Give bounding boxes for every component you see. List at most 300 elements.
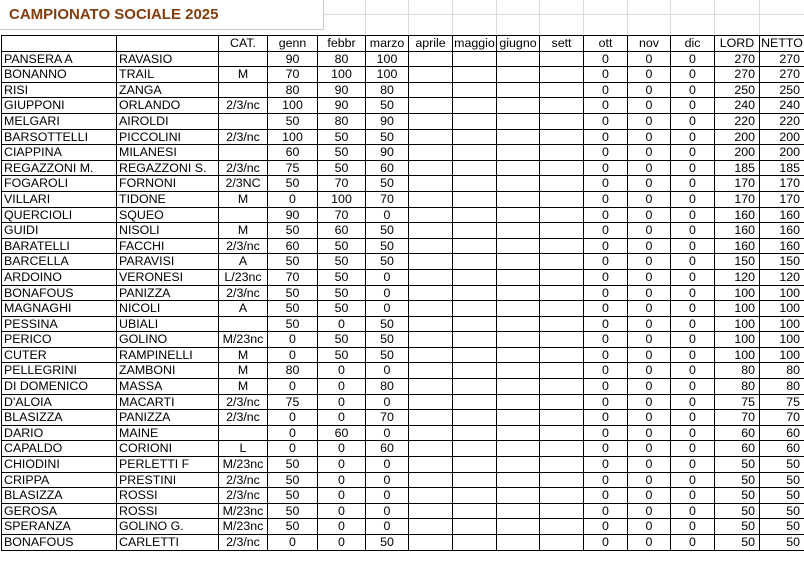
cell-cognome-2[interactable]: SQUEO: [117, 207, 219, 223]
cell-lord[interactable]: 270: [715, 67, 760, 83]
cell-febbr[interactable]: 50: [318, 160, 366, 176]
cell-cat[interactable]: 2/3/nc: [219, 238, 268, 254]
cell-maggio[interactable]: [453, 160, 497, 176]
cell-aprile[interactable]: [409, 160, 453, 176]
cell-lord[interactable]: 50: [715, 457, 760, 473]
cell-ott[interactable]: 0: [584, 394, 628, 410]
cell-lord[interactable]: 100: [715, 301, 760, 317]
cell-netto[interactable]: 220: [760, 113, 804, 129]
cell-cognome-2[interactable]: GOLINO G.: [117, 519, 219, 535]
cell-cognome-1[interactable]: MELGARI: [2, 113, 117, 129]
cell-cat[interactable]: M: [219, 347, 268, 363]
cell-cat[interactable]: 2/3NC: [219, 176, 268, 192]
cell-giugno[interactable]: [497, 51, 540, 67]
cell-dic[interactable]: 0: [671, 472, 715, 488]
cell-maggio[interactable]: [453, 347, 497, 363]
cell-genn[interactable]: 80: [268, 82, 318, 98]
cell-febbr[interactable]: 0: [318, 503, 366, 519]
column-header-giugno[interactable]: giugno: [497, 36, 540, 52]
cell-ott[interactable]: 0: [584, 316, 628, 332]
cell-cognome-1[interactable]: GEROSA: [2, 503, 117, 519]
cell-febbr[interactable]: 80: [318, 113, 366, 129]
cell-sett[interactable]: [540, 285, 584, 301]
cell-cognome-1[interactable]: ARDOINO: [2, 269, 117, 285]
cell-genn[interactable]: 90: [268, 207, 318, 223]
cell-netto[interactable]: 120: [760, 269, 804, 285]
cell-cognome-2[interactable]: REGAZZONI S.: [117, 160, 219, 176]
cell-genn[interactable]: 50: [268, 457, 318, 473]
cell-cat[interactable]: A: [219, 254, 268, 270]
cell-marzo[interactable]: 60: [366, 160, 409, 176]
column-header-cognome-2[interactable]: [117, 36, 219, 52]
cell-dic[interactable]: 0: [671, 129, 715, 145]
cell-lord[interactable]: 240: [715, 98, 760, 114]
cell-lord[interactable]: 50: [715, 535, 760, 551]
cell-dic[interactable]: 0: [671, 238, 715, 254]
cell-maggio[interactable]: [453, 472, 497, 488]
cell-giugno[interactable]: [497, 285, 540, 301]
cell-marzo[interactable]: 90: [366, 113, 409, 129]
cell-cognome-2[interactable]: PRESTINI: [117, 472, 219, 488]
cell-ott[interactable]: 0: [584, 301, 628, 317]
cell-nov[interactable]: 0: [628, 441, 671, 457]
column-header-cognome-1[interactable]: [2, 36, 117, 52]
cell-giugno[interactable]: [497, 425, 540, 441]
cell-cognome-2[interactable]: PARAVISI: [117, 254, 219, 270]
cell-maggio[interactable]: [453, 176, 497, 192]
cell-cognome-1[interactable]: RISI: [2, 82, 117, 98]
column-header-nov[interactable]: nov: [628, 36, 671, 52]
cell-cat[interactable]: [219, 145, 268, 161]
cell-genn[interactable]: 0: [268, 410, 318, 426]
cell-maggio[interactable]: [453, 301, 497, 317]
cell-aprile[interactable]: [409, 223, 453, 239]
cell-dic[interactable]: 0: [671, 394, 715, 410]
cell-genn[interactable]: 50: [268, 503, 318, 519]
cell-lord[interactable]: 200: [715, 129, 760, 145]
cell-cognome-1[interactable]: BONAFOUS: [2, 535, 117, 551]
cell-cognome-1[interactable]: BARSOTTELLI: [2, 129, 117, 145]
cell-sett[interactable]: [540, 379, 584, 395]
cell-giugno[interactable]: [497, 379, 540, 395]
cell-giugno[interactable]: [497, 98, 540, 114]
cell-ott[interactable]: 0: [584, 269, 628, 285]
cell-nov[interactable]: 0: [628, 316, 671, 332]
cell-cat[interactable]: [219, 82, 268, 98]
cell-cat[interactable]: 2/3/nc: [219, 285, 268, 301]
cell-giugno[interactable]: [497, 67, 540, 83]
cell-ott[interactable]: 0: [584, 51, 628, 67]
cell-netto[interactable]: 200: [760, 145, 804, 161]
cell-ott[interactable]: 0: [584, 160, 628, 176]
cell-nov[interactable]: 0: [628, 238, 671, 254]
cell-cognome-1[interactable]: QUERCIOLI: [2, 207, 117, 223]
cell-febbr[interactable]: 60: [318, 223, 366, 239]
cell-cognome-2[interactable]: ORLANDO: [117, 98, 219, 114]
cell-febbr[interactable]: 0: [318, 394, 366, 410]
cell-nov[interactable]: 0: [628, 332, 671, 348]
cell-marzo[interactable]: 50: [366, 347, 409, 363]
cell-cognome-1[interactable]: DI DOMENICO: [2, 379, 117, 395]
cell-nov[interactable]: 0: [628, 176, 671, 192]
cell-sett[interactable]: [540, 67, 584, 83]
cell-lord[interactable]: 170: [715, 191, 760, 207]
cell-ott[interactable]: 0: [584, 441, 628, 457]
cell-dic[interactable]: 0: [671, 82, 715, 98]
cell-cat[interactable]: 2/3/nc: [219, 535, 268, 551]
cell-aprile[interactable]: [409, 238, 453, 254]
cell-lord[interactable]: 270: [715, 51, 760, 67]
cell-aprile[interactable]: [409, 332, 453, 348]
cell-maggio[interactable]: [453, 223, 497, 239]
cell-giugno[interactable]: [497, 223, 540, 239]
cell-dic[interactable]: 0: [671, 254, 715, 270]
cell-febbr[interactable]: 0: [318, 535, 366, 551]
cell-aprile[interactable]: [409, 207, 453, 223]
cell-cognome-1[interactable]: PESSINA: [2, 316, 117, 332]
cell-sett[interactable]: [540, 207, 584, 223]
cell-febbr[interactable]: 0: [318, 488, 366, 504]
cell-sett[interactable]: [540, 176, 584, 192]
cell-cat[interactable]: 2/3/nc: [219, 129, 268, 145]
cell-giugno[interactable]: [497, 347, 540, 363]
cell-nov[interactable]: 0: [628, 254, 671, 270]
cell-cat[interactable]: 2/3/nc: [219, 98, 268, 114]
cell-sett[interactable]: [540, 519, 584, 535]
cell-lord[interactable]: 60: [715, 425, 760, 441]
cell-febbr[interactable]: 50: [318, 347, 366, 363]
cell-ott[interactable]: 0: [584, 379, 628, 395]
cell-sett[interactable]: [540, 472, 584, 488]
cell-genn[interactable]: 0: [268, 191, 318, 207]
cell-giugno[interactable]: [497, 410, 540, 426]
cell-genn[interactable]: 80: [268, 363, 318, 379]
cell-cognome-2[interactable]: PANIZZA: [117, 410, 219, 426]
cell-cognome-1[interactable]: BARATELLI: [2, 238, 117, 254]
cell-cat[interactable]: 2/3/nc: [219, 394, 268, 410]
cell-ott[interactable]: 0: [584, 488, 628, 504]
cell-dic[interactable]: 0: [671, 301, 715, 317]
cell-ott[interactable]: 0: [584, 332, 628, 348]
cell-genn[interactable]: 50: [268, 316, 318, 332]
cell-nov[interactable]: 0: [628, 285, 671, 301]
cell-netto[interactable]: 100: [760, 301, 804, 317]
cell-ott[interactable]: 0: [584, 519, 628, 535]
cell-marzo[interactable]: 50: [366, 238, 409, 254]
cell-lord[interactable]: 100: [715, 347, 760, 363]
cell-cognome-2[interactable]: PERLETTI F: [117, 457, 219, 473]
cell-ott[interactable]: 0: [584, 472, 628, 488]
cell-aprile[interactable]: [409, 441, 453, 457]
cell-lord[interactable]: 185: [715, 160, 760, 176]
cell-nov[interactable]: 0: [628, 223, 671, 239]
cell-cognome-2[interactable]: NISOLI: [117, 223, 219, 239]
cell-marzo[interactable]: 80: [366, 82, 409, 98]
cell-sett[interactable]: [540, 535, 584, 551]
cell-cat[interactable]: [219, 113, 268, 129]
cell-cognome-2[interactable]: ROSSI: [117, 503, 219, 519]
cell-aprile[interactable]: [409, 425, 453, 441]
cell-febbr[interactable]: 70: [318, 207, 366, 223]
cell-cognome-2[interactable]: MILANESI: [117, 145, 219, 161]
cell-marzo[interactable]: 90: [366, 145, 409, 161]
cell-marzo[interactable]: 0: [366, 207, 409, 223]
cell-aprile[interactable]: [409, 82, 453, 98]
cell-lord[interactable]: 100: [715, 316, 760, 332]
cell-cognome-2[interactable]: MACARTI: [117, 394, 219, 410]
cell-febbr[interactable]: 0: [318, 472, 366, 488]
cell-aprile[interactable]: [409, 285, 453, 301]
cell-febbr[interactable]: 60: [318, 425, 366, 441]
cell-dic[interactable]: 0: [671, 98, 715, 114]
cell-cognome-2[interactable]: RAVASIO: [117, 51, 219, 67]
cell-lord[interactable]: 50: [715, 472, 760, 488]
cell-genn[interactable]: 50: [268, 472, 318, 488]
cell-aprile[interactable]: [409, 457, 453, 473]
cell-cat[interactable]: M: [219, 223, 268, 239]
cell-sett[interactable]: [540, 316, 584, 332]
cell-cat[interactable]: 2/3/nc: [219, 488, 268, 504]
cell-netto[interactable]: 50: [760, 472, 804, 488]
cell-giugno[interactable]: [497, 269, 540, 285]
cell-sett[interactable]: [540, 82, 584, 98]
cell-netto[interactable]: 160: [760, 238, 804, 254]
cell-ott[interactable]: 0: [584, 254, 628, 270]
cell-cat[interactable]: M/23nc: [219, 503, 268, 519]
cell-maggio[interactable]: [453, 238, 497, 254]
cell-nov[interactable]: 0: [628, 207, 671, 223]
cell-maggio[interactable]: [453, 254, 497, 270]
cell-netto[interactable]: 160: [760, 223, 804, 239]
cell-aprile[interactable]: [409, 113, 453, 129]
cell-cognome-1[interactable]: CHIODINI: [2, 457, 117, 473]
cell-netto[interactable]: 240: [760, 98, 804, 114]
cell-ott[interactable]: 0: [584, 223, 628, 239]
cell-netto[interactable]: 50: [760, 457, 804, 473]
cell-giugno[interactable]: [497, 503, 540, 519]
cell-febbr[interactable]: 90: [318, 82, 366, 98]
cell-maggio[interactable]: [453, 285, 497, 301]
cell-marzo[interactable]: 50: [366, 316, 409, 332]
cell-ott[interactable]: 0: [584, 347, 628, 363]
cell-dic[interactable]: 0: [671, 379, 715, 395]
cell-giugno[interactable]: [497, 145, 540, 161]
column-header-ott[interactable]: ott: [584, 36, 628, 52]
cell-maggio[interactable]: [453, 519, 497, 535]
cell-cognome-1[interactable]: CRIPPA: [2, 472, 117, 488]
cell-febbr[interactable]: 50: [318, 285, 366, 301]
cell-giugno[interactable]: [497, 535, 540, 551]
cell-cognome-1[interactable]: GUIDI: [2, 223, 117, 239]
cell-netto[interactable]: 50: [760, 535, 804, 551]
cell-febbr[interactable]: 80: [318, 51, 366, 67]
cell-genn[interactable]: 50: [268, 285, 318, 301]
cell-cognome-2[interactable]: MASSA: [117, 379, 219, 395]
cell-ott[interactable]: 0: [584, 207, 628, 223]
cell-maggio[interactable]: [453, 207, 497, 223]
cell-ott[interactable]: 0: [584, 82, 628, 98]
cell-sett[interactable]: [540, 254, 584, 270]
cell-nov[interactable]: 0: [628, 191, 671, 207]
cell-cognome-1[interactable]: MAGNAGHI: [2, 301, 117, 317]
cell-marzo[interactable]: 60: [366, 441, 409, 457]
cell-giugno[interactable]: [497, 160, 540, 176]
cell-maggio[interactable]: [453, 457, 497, 473]
cell-netto[interactable]: 60: [760, 425, 804, 441]
cell-ott[interactable]: 0: [584, 238, 628, 254]
cell-cat[interactable]: [219, 51, 268, 67]
cell-nov[interactable]: 0: [628, 98, 671, 114]
cell-lord[interactable]: 75: [715, 394, 760, 410]
cell-dic[interactable]: 0: [671, 191, 715, 207]
cell-maggio[interactable]: [453, 379, 497, 395]
cell-ott[interactable]: 0: [584, 145, 628, 161]
cell-cognome-1[interactable]: BONAFOUS: [2, 285, 117, 301]
cell-sett[interactable]: [540, 98, 584, 114]
cell-sett[interactable]: [540, 191, 584, 207]
cell-netto[interactable]: 75: [760, 394, 804, 410]
cell-cognome-2[interactable]: ZAMBONI: [117, 363, 219, 379]
cell-cognome-1[interactable]: BONANNO: [2, 67, 117, 83]
cell-nov[interactable]: 0: [628, 519, 671, 535]
cell-nov[interactable]: 0: [628, 301, 671, 317]
cell-netto[interactable]: 270: [760, 51, 804, 67]
cell-marzo[interactable]: 100: [366, 67, 409, 83]
cell-aprile[interactable]: [409, 410, 453, 426]
cell-genn[interactable]: 50: [268, 223, 318, 239]
cell-netto[interactable]: 50: [760, 503, 804, 519]
cell-giugno[interactable]: [497, 191, 540, 207]
cell-marzo[interactable]: 0: [366, 457, 409, 473]
cell-cognome-1[interactable]: FOGAROLI: [2, 176, 117, 192]
cell-cognome-2[interactable]: FACCHI: [117, 238, 219, 254]
cell-sett[interactable]: [540, 394, 584, 410]
cell-genn[interactable]: 0: [268, 379, 318, 395]
cell-dic[interactable]: 0: [671, 410, 715, 426]
cell-febbr[interactable]: 0: [318, 441, 366, 457]
cell-maggio[interactable]: [453, 82, 497, 98]
cell-nov[interactable]: 0: [628, 67, 671, 83]
cell-nov[interactable]: 0: [628, 347, 671, 363]
cell-genn[interactable]: 50: [268, 301, 318, 317]
cell-dic[interactable]: 0: [671, 207, 715, 223]
cell-genn[interactable]: 0: [268, 535, 318, 551]
cell-maggio[interactable]: [453, 363, 497, 379]
cell-genn[interactable]: 75: [268, 394, 318, 410]
cell-marzo[interactable]: 50: [366, 535, 409, 551]
cell-aprile[interactable]: [409, 269, 453, 285]
cell-cat[interactable]: [219, 316, 268, 332]
cell-dic[interactable]: 0: [671, 269, 715, 285]
cell-dic[interactable]: 0: [671, 176, 715, 192]
cell-cognome-2[interactable]: ZANGA: [117, 82, 219, 98]
cell-marzo[interactable]: 0: [366, 519, 409, 535]
cell-giugno[interactable]: [497, 254, 540, 270]
cell-marzo[interactable]: 100: [366, 51, 409, 67]
cell-cognome-1[interactable]: CIAPPINA: [2, 145, 117, 161]
cell-dic[interactable]: 0: [671, 145, 715, 161]
cell-aprile[interactable]: [409, 176, 453, 192]
cell-lord[interactable]: 50: [715, 488, 760, 504]
cell-genn[interactable]: 75: [268, 160, 318, 176]
cell-sett[interactable]: [540, 457, 584, 473]
cell-ott[interactable]: 0: [584, 129, 628, 145]
cell-ott[interactable]: 0: [584, 176, 628, 192]
column-header-aprile[interactable]: aprile: [409, 36, 453, 52]
cell-sett[interactable]: [540, 410, 584, 426]
cell-nov[interactable]: 0: [628, 488, 671, 504]
cell-febbr[interactable]: 100: [318, 191, 366, 207]
cell-sett[interactable]: [540, 269, 584, 285]
cell-sett[interactable]: [540, 113, 584, 129]
cell-giugno[interactable]: [497, 238, 540, 254]
cell-genn[interactable]: 50: [268, 113, 318, 129]
cell-maggio[interactable]: [453, 51, 497, 67]
cell-dic[interactable]: 0: [671, 285, 715, 301]
cell-giugno[interactable]: [497, 207, 540, 223]
cell-lord[interactable]: 60: [715, 441, 760, 457]
column-header-lord[interactable]: LORD: [715, 36, 760, 52]
cell-cat[interactable]: M/23nc: [219, 457, 268, 473]
cell-dic[interactable]: 0: [671, 488, 715, 504]
cell-cognome-2[interactable]: PICCOLINI: [117, 129, 219, 145]
cell-aprile[interactable]: [409, 379, 453, 395]
cell-marzo[interactable]: 0: [366, 301, 409, 317]
cell-ott[interactable]: 0: [584, 285, 628, 301]
cell-cognome-1[interactable]: SPERANZA: [2, 519, 117, 535]
cell-cat[interactable]: M: [219, 379, 268, 395]
cell-maggio[interactable]: [453, 535, 497, 551]
cell-giugno[interactable]: [497, 488, 540, 504]
cell-febbr[interactable]: 0: [318, 519, 366, 535]
cell-netto[interactable]: 270: [760, 67, 804, 83]
cell-marzo[interactable]: 0: [366, 472, 409, 488]
cell-lord[interactable]: 220: [715, 113, 760, 129]
cell-nov[interactable]: 0: [628, 363, 671, 379]
cell-cat[interactable]: M/23nc: [219, 332, 268, 348]
cell-lord[interactable]: 160: [715, 207, 760, 223]
cell-giugno[interactable]: [497, 113, 540, 129]
cell-netto[interactable]: 100: [760, 285, 804, 301]
cell-maggio[interactable]: [453, 113, 497, 129]
cell-cognome-1[interactable]: BARCELLA: [2, 254, 117, 270]
cell-marzo[interactable]: 0: [366, 285, 409, 301]
cell-sett[interactable]: [540, 488, 584, 504]
cell-genn[interactable]: 0: [268, 425, 318, 441]
cell-ott[interactable]: 0: [584, 191, 628, 207]
cell-cognome-2[interactable]: CORIONI: [117, 441, 219, 457]
cell-marzo[interactable]: 0: [366, 394, 409, 410]
cell-genn[interactable]: 100: [268, 129, 318, 145]
cell-cognome-1[interactable]: VILLARI: [2, 191, 117, 207]
cell-cat[interactable]: M: [219, 67, 268, 83]
cell-cognome-2[interactable]: PANIZZA: [117, 285, 219, 301]
cell-netto[interactable]: 60: [760, 441, 804, 457]
cell-genn[interactable]: 50: [268, 519, 318, 535]
cell-marzo[interactable]: 0: [366, 503, 409, 519]
cell-maggio[interactable]: [453, 332, 497, 348]
cell-netto[interactable]: 200: [760, 129, 804, 145]
cell-sett[interactable]: [540, 425, 584, 441]
cell-cat[interactable]: [219, 425, 268, 441]
cell-lord[interactable]: 100: [715, 332, 760, 348]
cell-aprile[interactable]: [409, 51, 453, 67]
cell-nov[interactable]: 0: [628, 145, 671, 161]
cell-marzo[interactable]: 0: [366, 269, 409, 285]
cell-cat[interactable]: M: [219, 191, 268, 207]
cell-dic[interactable]: 0: [671, 535, 715, 551]
cell-maggio[interactable]: [453, 425, 497, 441]
